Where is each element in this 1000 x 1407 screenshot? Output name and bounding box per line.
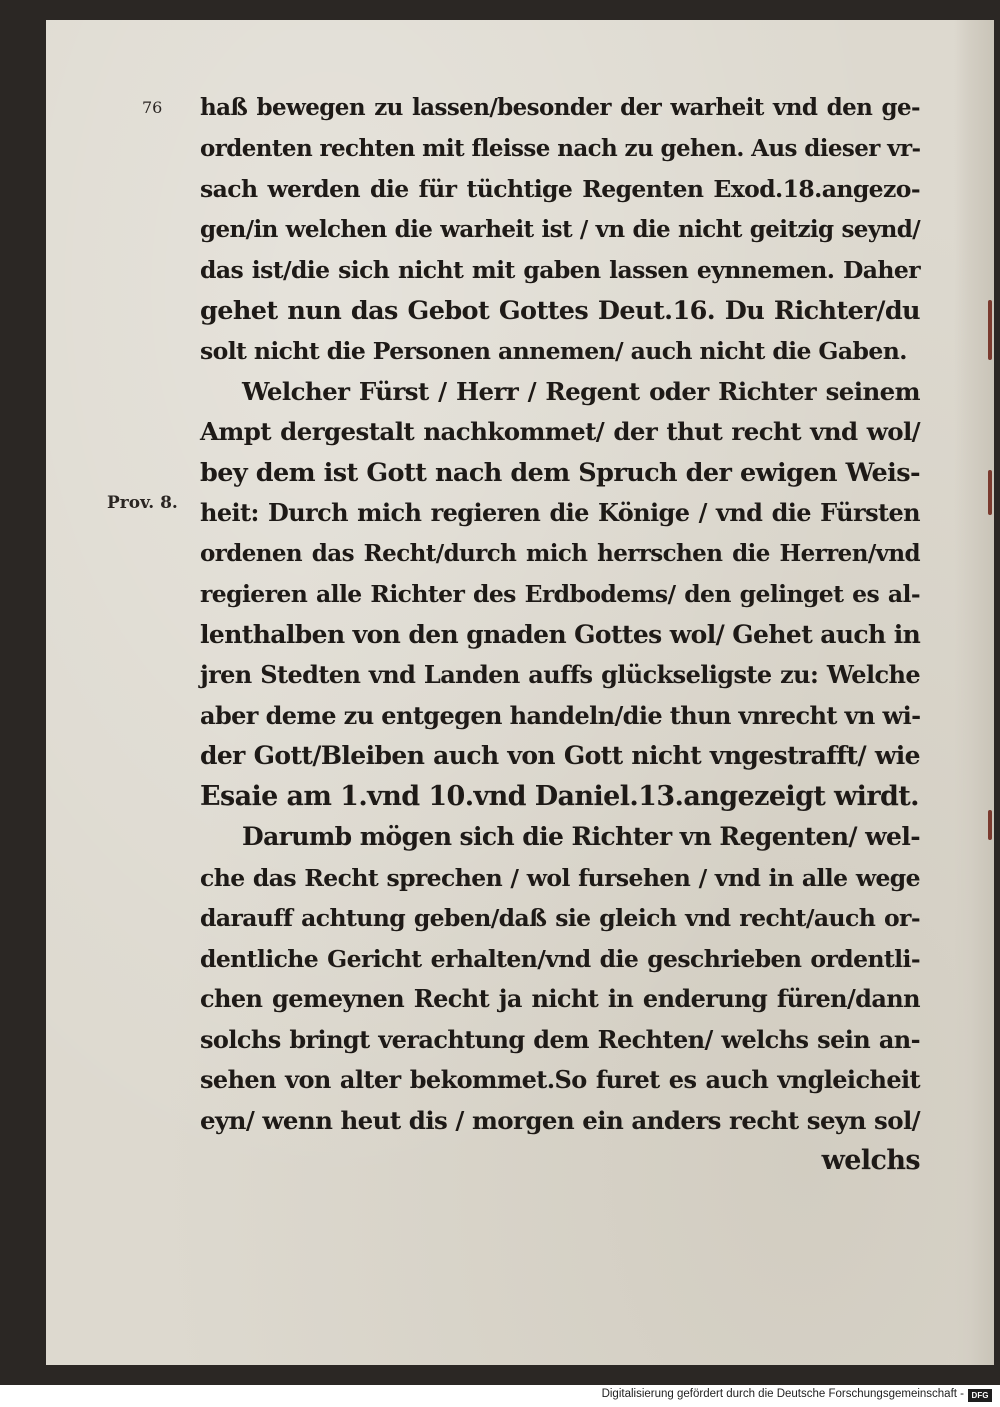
text-line: sehen von alter bekommet.So furet es auch vngleicheit: [200, 1065, 920, 1094]
text-line: der Gott/Bleiben auch von Gott nicht vngestrafft/ wie: [200, 741, 920, 770]
margin-note: Prov. 8.: [107, 493, 178, 513]
text-line: haß bewegen zu lassen/besonder der warheit vnd den ge-: [200, 94, 920, 121]
text-line: chen gemeynen Recht ja nicht in enderung füren/dann: [200, 984, 920, 1013]
text-line: dentliche Gericht erhalten/vnd die geschrieben ordentli-: [200, 944, 920, 973]
page-number: 76: [142, 98, 163, 117]
text-line: Ampt dergestalt nachkommet/ der thut recht vnd wol/: [200, 417, 920, 446]
text-line: solchs bringt verachtung dem Rechten/ welchs sein an-: [200, 1024, 920, 1054]
edge-mark: [988, 470, 992, 515]
text-line: che das Recht sprechen / wol fursehen / vnd in alle wege: [200, 863, 920, 892]
text-line: lenthalben von den gnaden Gottes wol/ Gehet auch in: [200, 619, 921, 649]
text-line: jren Stedten vnd Landen auffs glückseligste zu: Welche: [200, 660, 920, 689]
text-line: ordenten rechten mit fleisse nach zu gehen. Aus dieser vr-: [200, 134, 921, 162]
text-line: eyn/ wenn heut dis / morgen ein anders recht seyn sol/: [200, 1105, 920, 1135]
body-text: [200, 88, 920, 1182]
text-line: aber deme zu entgegen handeln/die thun vnrecht vn wi-: [200, 700, 921, 730]
dfg-logo: DFG: [968, 1389, 992, 1402]
footer: [0, 1385, 1000, 1407]
catchword: welchs: [821, 1145, 920, 1176]
text-line: darauff achtung geben/daß sie gleich vnd recht/auch or-: [200, 904, 920, 932]
text-line: das ist/die sich nicht mit gaben lassen eynnemen. Daher: [200, 256, 920, 284]
text-line: ordenen das Recht/durch mich herrschen die Herren/vnd: [200, 539, 920, 567]
text-line: sach werden die für tüchtige Regenten Exod.18.angezo-: [200, 175, 920, 203]
text-line: solt nicht die Personen annemen/ auch nicht die Gaben.: [200, 337, 907, 365]
text-line: heit: Durch mich regieren die Könige / vnd die Fürsten: [200, 498, 920, 527]
text-line: gehet nun das Gebot Gottes Deut.16. Du Richter/du: [200, 295, 920, 326]
text-line: Darumb mögen sich die Richter vn Regenten/ wel-: [242, 822, 920, 851]
text-line: Welcher Fürst / Herr / Regent oder Richter seinem: [242, 376, 920, 406]
edge-mark: [988, 300, 992, 360]
footer-credit: Digitalisierung gefördert durch die Deutsche Forschungsgemeinschaft -: [601, 1388, 964, 1400]
page-edge: [954, 20, 994, 1365]
text-line: regieren alle Richter des Erdbodems/ den gelinget es al-: [200, 580, 920, 608]
text-line: Esaie am 1.vnd 10.vnd Daniel.13.angezeigt wirdt.: [200, 780, 919, 812]
text-line: gen/in welchen die warheit ist / vn die nicht geitzig seynd/: [200, 215, 920, 243]
text-line: bey dem ist Gott nach dem Spruch der ewigen Weis-: [200, 457, 920, 488]
edge-mark: [988, 810, 992, 840]
